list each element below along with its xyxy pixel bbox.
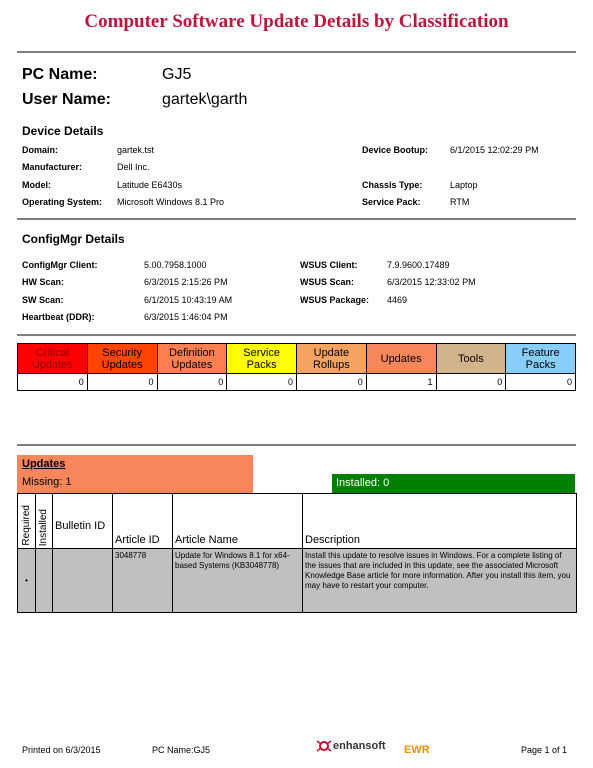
count-tools: 0 (436, 374, 506, 391)
category-service-packs: Service Packs (227, 344, 297, 374)
user-name-value: gartek\garth (162, 90, 248, 108)
sw-scan-value: 6/1/2015 10:43:19 AM (144, 295, 233, 305)
service-pack-row (362, 197, 469, 207)
bootup-value: 6/1/2015 12:02:29 PM (450, 145, 539, 155)
model-row (22, 180, 182, 190)
configmgr-client-value: 5.00.7958.1000 (144, 260, 207, 270)
chassis-label: Chassis Type: (362, 180, 423, 190)
count-critical-updates: 0 (18, 374, 88, 391)
updates-table-header (18, 494, 577, 549)
footer-pc-name: PC Name:GJ5 (152, 745, 211, 755)
os-label: Operating System: (22, 197, 103, 207)
divider (17, 334, 576, 336)
manufacturer-value: Dell Inc. (117, 162, 150, 172)
chassis-row (362, 180, 478, 190)
chassis-value: Laptop (450, 180, 478, 190)
domain-row (22, 145, 154, 155)
enhansoft-logo-text: enhansoft (333, 740, 386, 752)
category-definition-updates: Definition Updates (157, 344, 227, 374)
count-feature-packs: 0 (506, 374, 576, 391)
updates-heading: Updates (22, 458, 66, 470)
category-feature-packs: Feature Packs (506, 344, 576, 374)
cell-article-id: 3048778 (113, 549, 173, 613)
divider (17, 218, 576, 220)
wsus-scan-value: 6/3/2015 12:33:02 PM (387, 277, 476, 287)
count-updates: 1 (366, 374, 436, 391)
pc-name-label: PC Name: (22, 65, 98, 83)
enhansoft-logo-icon (316, 738, 332, 754)
bootup-row (362, 145, 539, 155)
bootup-label: Device Bootup: (362, 145, 429, 155)
wsus-package-label: WSUS Package: (300, 295, 370, 305)
column-required (18, 494, 36, 549)
hw-scan-value: 6/3/2015 2:15:26 PM (144, 277, 228, 287)
column-description: Description (303, 494, 577, 549)
wsus-client-value: 7.9.9600.17489 (387, 260, 450, 270)
service-pack-value: RTM (450, 197, 470, 207)
model-value: Latitude E6430s (117, 180, 183, 190)
service-pack-label: Service Pack: (362, 197, 421, 207)
category-critical-updates: Critical Updates (18, 344, 88, 374)
domain-label: Domain: (22, 145, 58, 155)
table-row (18, 549, 577, 613)
cell-bulletin-id (53, 549, 113, 613)
wsus-package-value: 4469 (387, 295, 408, 305)
category-updates: Updates (366, 344, 436, 374)
updates-table (17, 493, 577, 613)
hw-scan-label: HW Scan: (22, 277, 65, 287)
wsus-scan-row (300, 277, 476, 287)
count-update-rollups: 0 (297, 374, 367, 391)
heartbeat-row (22, 312, 228, 322)
enhansoft-logo (316, 738, 386, 754)
column-bulletin-id: Bulletin ID (53, 494, 113, 549)
column-article-id: Article ID (113, 494, 173, 549)
classification-counts-row (18, 374, 576, 391)
configmgr-details-title: ConfigMgr Details (22, 232, 125, 246)
configmgr-client-row (22, 260, 207, 270)
manufacturer-label: Manufacturer: (22, 162, 83, 172)
updates-section-header (17, 455, 253, 493)
column-required-label: Required (20, 505, 32, 546)
heartbeat-label: Heartbeat (DDR): (22, 312, 95, 322)
heartbeat-value: 6/3/2015 1:46:04 PM (144, 312, 228, 322)
model-label: Model: (22, 180, 51, 190)
divider (17, 51, 576, 53)
os-row (22, 197, 224, 207)
cell-required: • (18, 549, 36, 613)
cell-installed (36, 549, 53, 613)
count-service-packs: 0 (227, 374, 297, 391)
sw-scan-row (22, 295, 232, 305)
configmgr-client-label: ConfigMgr Client: (22, 260, 98, 270)
page-number: Page 1 of 1 (521, 745, 568, 755)
os-value: Microsoft Windows 8.1 Pro (117, 197, 225, 207)
wsus-client-row (300, 260, 450, 270)
hw-scan-row (22, 277, 228, 287)
pc-name-value: GJ5 (162, 65, 192, 83)
divider (17, 444, 576, 446)
installed-count: Installed: 0 (332, 474, 575, 493)
category-security-updates: Security Updates (87, 344, 157, 374)
classification-summary-table (17, 343, 576, 391)
cell-description: Install this update to resolve issues in Windows. For a complete listing of the issues that are included in this update, see the associated Microsoft Knowledge Base article for more information. After you install this item, you may have to restart your computer. (303, 549, 577, 613)
device-details-title: Device Details (22, 124, 104, 138)
wsus-package-row (300, 295, 407, 305)
printed-date: Printed on 6/3/2015 (22, 745, 101, 755)
domain-value: gartek.tst (117, 145, 155, 155)
category-tools: Tools (436, 344, 506, 374)
classification-names-row (18, 344, 576, 374)
sw-scan-label: SW Scan: (22, 295, 64, 305)
wsus-client-label: WSUS Client: (300, 260, 358, 270)
pc-identity (22, 62, 247, 112)
missing-count: Missing: 1 (22, 476, 72, 488)
category-update-rollups: Update Rollups (297, 344, 367, 374)
cell-article-name: Update for Windows 8.1 for x64-based Systems (KB3048778) (173, 549, 303, 613)
column-installed (36, 494, 53, 549)
ewr-label: EWR (404, 744, 430, 756)
column-installed-label: Installed (38, 508, 49, 546)
user-name-label: User Name: (22, 90, 111, 108)
count-definition-updates: 0 (157, 374, 227, 391)
wsus-scan-label: WSUS Scan: (300, 277, 355, 287)
manufacturer-row (22, 162, 150, 172)
report-title: Computer Software Update Details by Classification (84, 11, 509, 32)
count-security-updates: 0 (87, 374, 157, 391)
column-article-name: Article Name (173, 494, 303, 549)
